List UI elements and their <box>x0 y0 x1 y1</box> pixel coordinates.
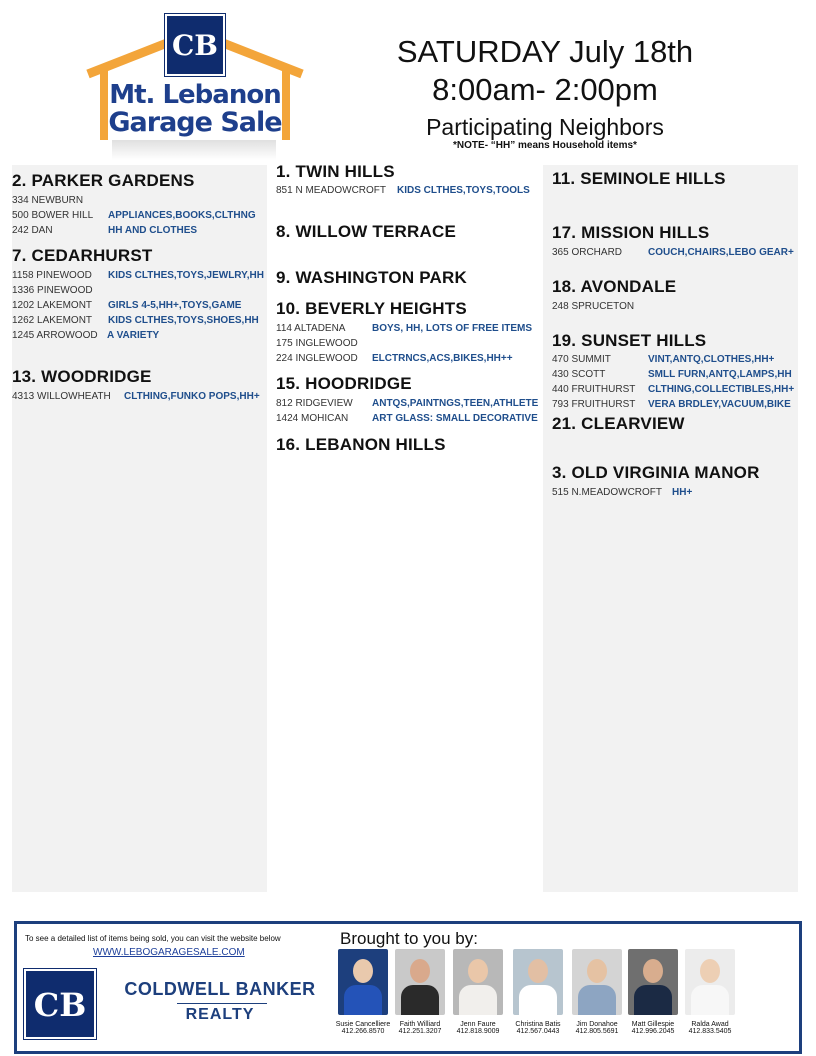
neighborhood-title: 10. BEVERLY HEIGHTS <box>276 299 467 318</box>
agent-phone: 412.996.2045 <box>631 1028 675 1035</box>
agent-name: Susie Cancelliere <box>335 1021 391 1028</box>
neighborhood-title: 16. LEBANON HILLS <box>276 435 446 454</box>
listing-address: 334 NEWBURN <box>12 195 84 206</box>
logo-shadow <box>112 140 276 160</box>
coldwell-banker-logo: CB <box>24 969 96 1039</box>
listing-address: 793 FRUITHURST <box>552 399 636 410</box>
listing-row <box>552 485 692 500</box>
event-time: 8:00am- 2:00pm <box>432 72 658 107</box>
listing-row <box>12 298 241 313</box>
listing-row <box>12 193 108 208</box>
listing-address: 114 ALTADENA <box>276 323 346 334</box>
event-date: SATURDAY July 18th <box>396 34 694 69</box>
agent-photo <box>453 949 503 1015</box>
listing-items: ELCTRNCS,ACS,BIKES,HH++ <box>372 353 513 364</box>
neighborhood-title: 13. WOODRIDGE <box>12 367 152 386</box>
neighborhood-title: 21. CLEARVIEW <box>552 414 685 433</box>
neighborhood-title: 2. PARKER GARDENS <box>12 171 195 190</box>
listing-address: 1336 PINEWOOD <box>12 285 93 296</box>
listing-address: 1424 MOHICAN <box>276 413 349 424</box>
listing-items: KIDS CLTHES,TOYS,JEWLRY,HH <box>108 270 264 281</box>
listing-items: SMLL FURN,ANTQ,LAMPS,HH <box>648 369 792 380</box>
brought-to-you-heading: Brought to you by: <box>340 929 478 948</box>
agent-name: Jenn Faure <box>460 1021 496 1028</box>
agent-card <box>680 949 740 1035</box>
listing-items: KIDS CLTHES,TOYS,TOOLS <box>397 185 530 196</box>
agent-photo <box>628 949 678 1015</box>
listing-items: GIRLS 4-5,HH+,TOYS,GAME <box>108 300 242 311</box>
listing-items: CLTHING,FUNKO POPS,HH+ <box>124 391 260 402</box>
listing-address: 470 SUMMIT <box>552 354 611 365</box>
listing-row <box>276 411 538 426</box>
listing-row <box>12 208 256 223</box>
agent-photo <box>513 949 563 1015</box>
garage-sale-logo <box>82 12 308 162</box>
listing-address: 430 SCOTT <box>552 369 606 380</box>
listing-row <box>12 268 264 283</box>
neighborhood-title: 18. AVONDALE <box>552 277 677 296</box>
agent-phone: 412.818.9009 <box>456 1028 500 1035</box>
neighborhood-title: 19. SUNSET HILLS <box>552 331 707 350</box>
neighborhood-title: 17. MISSION HILLS <box>552 223 710 242</box>
neighborhood-title: 15. HOODRIDGE <box>276 374 412 393</box>
listing-address: 500 BOWER HILL <box>12 210 94 221</box>
listing-address: 365 ORCHARD <box>552 247 623 258</box>
agent-phone: 412.266.8570 <box>341 1028 385 1035</box>
listing-address: 175 INGLEWOOD <box>276 338 358 349</box>
listing-row <box>12 389 260 404</box>
listing-items: A VARIETY <box>107 330 160 341</box>
agent-name: Ralda Awad <box>691 1021 729 1028</box>
agent-name: Matt Gillespie <box>631 1021 675 1028</box>
listing-address: 812 RIDGEVIEW <box>276 398 353 409</box>
agent-phone: 412.833.5405 <box>688 1028 732 1035</box>
listing-address: 851 N MEADOWCROFT <box>276 185 387 196</box>
agent-card <box>333 949 393 1035</box>
cb-logo-badge: CB <box>165 14 225 76</box>
agent-photo <box>685 949 735 1015</box>
listing-address: 4313 WILLOWHEATH <box>12 391 111 402</box>
listing-address: 1245 ARROWOOD <box>12 330 98 341</box>
agent-photo <box>338 949 388 1015</box>
agent-card <box>567 949 627 1035</box>
listing-address: 248 SPRUCETON <box>552 301 635 312</box>
neighborhood-title: 1. TWIN HILLS <box>276 162 395 181</box>
logo-title-line1: Mt. Lebanon <box>109 80 281 110</box>
neighborhood-title: 3. OLD VIRGINIA MANOR <box>552 463 760 482</box>
listing-row <box>276 396 538 411</box>
listing-address: 515 N.MEADOWCROFT <box>552 487 663 498</box>
listing-row <box>552 245 794 260</box>
listing-row <box>552 367 792 382</box>
listing-address: 242 DAN <box>12 225 53 236</box>
listing-row <box>12 313 259 328</box>
listing-items: BOYS, HH, LOTS OF FREE ITEMS <box>372 323 533 334</box>
agent-photo <box>572 949 622 1015</box>
agent-name: Christina Batis <box>515 1021 561 1028</box>
agent-phone: 412.805.5691 <box>575 1028 619 1035</box>
agent-photo <box>395 949 445 1015</box>
listing-items: HH AND CLOTHES <box>108 225 198 236</box>
agent-card <box>508 949 568 1035</box>
listing-address: 1158 PINEWOOD <box>12 270 92 281</box>
listing-items: VERA BRDLEY,VACUUM,BIKE <box>648 399 791 410</box>
listing-row <box>552 352 774 367</box>
listing-items: APPLIANCES,BOOKS,CLTHNG <box>108 210 256 221</box>
listing-items: CLTHING,COLLECTIBLES,HH+ <box>648 384 795 395</box>
listing-row <box>276 183 530 198</box>
agent-card <box>390 949 450 1035</box>
listing-row <box>552 397 791 412</box>
participating-heading: Participating Neighbors <box>426 114 664 140</box>
listing-row <box>276 351 513 366</box>
brand-subtitle: REALTY <box>185 1006 255 1023</box>
listing-items: ANTQS,PAINTNGS,TEEN,ATHLETE <box>372 398 539 409</box>
agent-name: Jim Donahoe <box>576 1021 618 1028</box>
listing-row <box>552 299 648 314</box>
neighborhood-title: 7. CEDARHURST <box>12 246 153 265</box>
listing-address: 224 INGLEWOOD <box>276 353 358 364</box>
listing-row <box>12 283 108 298</box>
listing-items: HH+ <box>672 487 693 498</box>
listing-items: COUCH,CHAIRS,LEBO GEAR+ <box>648 247 794 258</box>
agent-name: Faith Williard <box>399 1021 441 1028</box>
hh-note: *NOTE- “HH” means Household items* <box>453 140 637 151</box>
brand-divider <box>177 1003 267 1004</box>
agent-phone: 412.567.0443 <box>516 1028 560 1035</box>
sponsor-footer <box>14 921 802 1054</box>
listing-items: ART GLASS: SMALL DECORATIVE <box>372 413 538 424</box>
agent-card <box>623 949 683 1035</box>
agent-phone: 412.251.3207 <box>398 1028 442 1035</box>
listing-row <box>276 336 372 351</box>
logo-title-line2: Garage Sale <box>108 107 282 138</box>
listing-items: KIDS CLTHES,TOYS,SHOES,HH <box>108 315 259 326</box>
listing-row <box>276 321 532 336</box>
website-link[interactable]: WWW.LEBOGARAGESALE.COM <box>93 947 245 958</box>
agent-card <box>448 949 508 1035</box>
listing-address: 1202 LAKEMONT <box>12 300 93 311</box>
listing-address: 1262 LAKEMONT <box>12 315 93 326</box>
neighborhood-title: 9. WASHINGTON PARK <box>276 268 467 287</box>
listing-row <box>552 382 794 397</box>
neighborhood-title: 11. SEMINOLE HILLS <box>552 169 726 188</box>
listing-row <box>12 328 159 343</box>
listing-address: 440 FRUITHURST <box>552 384 636 395</box>
neighborhood-title: 8. WILLOW TERRACE <box>276 222 456 241</box>
website-note: To see a detailed list of items being sold, you can visit the website below <box>25 934 281 943</box>
right-column <box>543 165 798 892</box>
brand-name: COLDWELL BANKER <box>124 979 316 999</box>
listing-items: VINT,ANTQ,CLOTHES,HH+ <box>648 354 775 365</box>
listing-row <box>12 223 197 238</box>
